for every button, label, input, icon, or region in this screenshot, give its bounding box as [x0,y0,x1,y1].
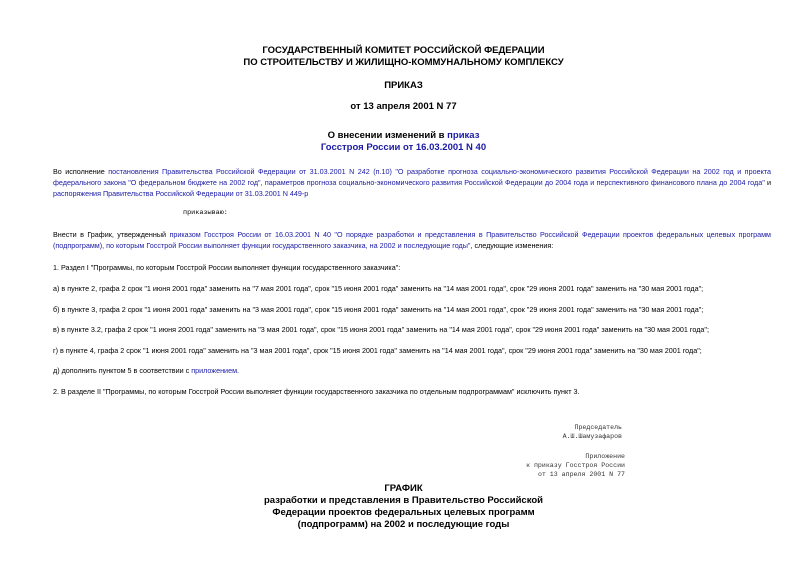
schedule-title [0,483,807,531]
item-1: 1. Раздел I "Программы, по которым Госстрой России выполняет функции государственного заказчика": [53,263,401,272]
intro-paragraph: Во исполнение постановления Правительства Российской Федерации от 31.03.2001 N 242 (п.10) "О разработке прогноза социально-экономического развития Российской Федерации на 2002 год и проекта федерального закона "О федеральном бюджете на 2002 год", параметров прогноза социально-экономического развития Российской Федерации до 2004 года и перспективного финансового плана до 2004 года" и распоряжения Правительства Российской Федерации от 31.03.2001 N 449-р [53,167,772,198]
order-word: приказываю: [183,209,228,217]
agency-line-2: ПО СТРОИТЕЛЬСТВУ И ЖИЛИЩНО-КОММУНАЛЬНОМУ КОМПЛЕКСУ [243,57,564,68]
appendix-line-1: Приложение [585,453,625,460]
item-g: г) в пункте 4, графа 2 срок "1 июня 2001 года" заменить на "3 мая 2001 года", срок "15 июня 2001 года" заменить на "14 мая 2001 года", срок "29 июня 2001 года" заменить на "30 мая 2001 года"; [53,346,702,355]
item-a: а) в пункте 2, графа 2 срок "1 июня 2001 года" заменить на "7 мая 2001 года", срок "15 июня 2001 года" заменить на "14 мая 2001 года", срок "29 июня 2001 года" заменить на "30 мая 2001 года"; [53,284,704,293]
schedule-title-line-1: ГРАФИК [384,483,423,494]
signature-block [500,423,622,441]
schedule-title-line-2: разработки и представления в Правительство Российской [264,495,543,506]
intro-text: Во исполнение [53,167,109,176]
item-d: д) дополнить пунктом 5 в соответствии с приложением. [53,366,240,375]
intro-link-decree[interactable]: распоряжения Правительства Российской Федерации от 31.03.2001 N 449-р [53,189,309,198]
item-b: б) в пункте 3, графа 2 срок "1 июня 2001 года" заменить на "3 мая 2001 года", срок "15 июня 2001 года" заменить на "14 мая 2001 года", срок "29 июня 2001 года" заменить на "30 мая 2001 года"; [53,305,704,314]
appendix-block [440,452,625,479]
doc-subject [0,130,807,154]
appendix-line-2: к приказу Госстроя России [526,462,625,469]
schedule-title-line-4: (подпрограмм) на 2002 и последующие годы [297,519,510,530]
agency-header [0,45,807,69]
item-v: в) в пункте 3.2, графа 2 срок "1 июня 2001 года" заменить на "3 мая 2001 года", срок "15 июня 2001 года" заменить на "14 мая 2001 года", срок "29 июня 2001 года" заменить на "30 мая 2001 года"; [53,325,709,334]
appendix-line-3: от 13 апреля 2001 N 77 [537,471,625,478]
amend-paragraph: Внести в График, утвержденный приказом Госстроя России от 16.03.2001 N 40 "О порядке разработки и представления в Правительство Российской Федерации проектов федеральных целевых программ (подпрограмм), по которым Госстрой России выполняет функции государственного заказчика, на 2002 и последующие годы", следующие изменения: [53,230,771,250]
doc-type: ПРИКАЗ [384,80,423,91]
signature-title: Председатель [574,424,622,431]
item-2: 2. В разделе II "Программы, по которым Госстрой России выполняет функции государственного заказчика по отдельным подпрограммам" исключить пункт 3. [53,387,580,396]
agency-line-1: ГОСУДАРСТВЕННЫЙ КОМИТЕТ РОССИЙСКОЙ ФЕДЕРАЦИИ [262,45,545,56]
subject-prefix: О внесении изменений в [327,130,448,141]
amend-link-order-40[interactable]: приказом Госстроя России от 16.03.2001 N 40 "О порядке разработки и представления в Правительство Российской Федерации проектов федеральных целевых программ (подпрограмм), по которым Госстрой России выполняет функции государственного заказчика, на 2002 и последующие годы" [53,230,771,250]
signature-name: А.Ш.Шамузафаров [562,433,622,440]
intro-link-resolution[interactable]: постановления Правительства Российской Федерации от 31.03.2001 N 242 (п.10) "О разработке прогноза социально-экономического развития Российской Федерации на 2002 год и проекта федерального закона "О федеральном бюджете на 2002 год", параметров прогноза социально-экономического развития Российской Федерации до 2004 года и перспективного финансового плана до 2004 года" [53,167,771,187]
subject-link-order-ref[interactable]: Госстроя России от 16.03.2001 N 40 [320,142,487,153]
doc-date-number: от 13 апреля 2001 N 77 [350,101,457,112]
appendix-link[interactable]: приложением [191,366,238,375]
subject-link-order[interactable]: приказ [447,130,480,141]
schedule-title-line-3: Федерации проектов федеральных целевых программ [272,507,535,518]
